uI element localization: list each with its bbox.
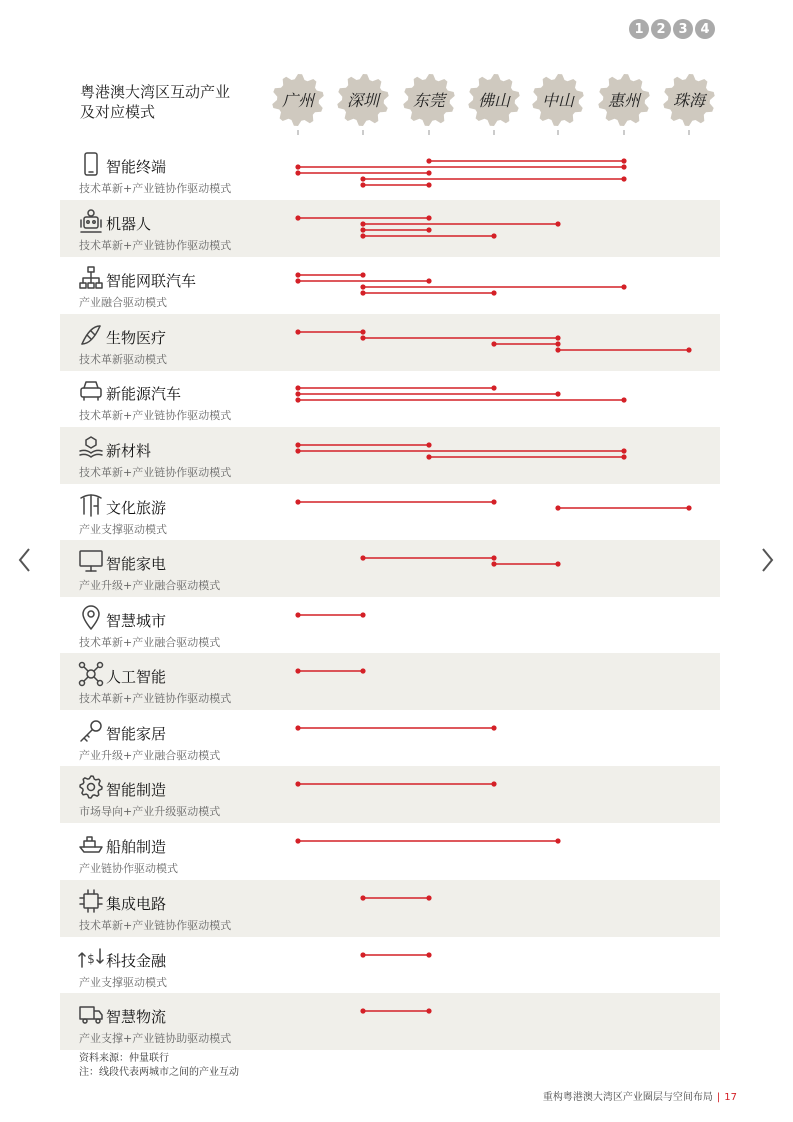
link-endpoint xyxy=(295,272,300,277)
link-endpoint xyxy=(491,385,496,390)
industry-mode: 技术革新+产业融合驱动模式 xyxy=(79,636,221,649)
link-endpoint xyxy=(555,341,560,346)
city-label-2: 东莞 xyxy=(412,91,446,110)
link-endpoint xyxy=(426,454,431,459)
industry-mode: 技术革新+产业链协作驱动模式 xyxy=(79,239,232,252)
footer-text: 重构粤港澳大湾区产业圈层与空间布局 xyxy=(542,1092,713,1103)
industry-name: 智慧城市 xyxy=(106,612,167,630)
link-endpoint xyxy=(491,781,496,786)
link-endpoint xyxy=(426,1008,431,1013)
link-endpoint xyxy=(295,448,300,453)
link-endpoint xyxy=(686,505,691,510)
link-endpoint xyxy=(426,227,431,232)
industry-mode: 产业链协作驱动模式 xyxy=(79,862,178,875)
industry-mode: 技术革新驱动模式 xyxy=(79,353,167,366)
link-endpoint xyxy=(555,505,560,510)
link-endpoint xyxy=(360,272,365,277)
link-endpoint xyxy=(686,347,691,352)
link-endpoint xyxy=(621,397,626,402)
industry-name: 新能源汽车 xyxy=(106,385,182,403)
link-endpoint xyxy=(295,164,300,169)
city-label-0: 广州 xyxy=(281,91,315,110)
footer-separator: | xyxy=(716,1092,721,1103)
link-endpoint xyxy=(621,454,626,459)
city-label-1: 深圳 xyxy=(346,91,380,110)
link-endpoint xyxy=(360,176,365,181)
page-dot-1[interactable]: 1 xyxy=(629,19,649,39)
link-endpoint xyxy=(426,952,431,957)
link-endpoint xyxy=(360,233,365,238)
industry-name: 人工智能 xyxy=(106,668,167,686)
industry-mode: 技术革新+产业链协作驱动模式 xyxy=(79,409,232,422)
industry-name: 智能终端 xyxy=(106,158,167,176)
link-endpoint xyxy=(426,278,431,283)
industry-mode: 市场导向+产业升级驱动模式 xyxy=(79,805,221,818)
link-endpoint xyxy=(621,448,626,453)
industry-name: 机器人 xyxy=(106,215,152,233)
link-endpoint xyxy=(360,221,365,226)
link-endpoint xyxy=(360,227,365,232)
industry-name: 智能制造 xyxy=(106,781,167,799)
link-endpoint xyxy=(426,895,431,900)
link-endpoint xyxy=(555,838,560,843)
source-note: 资料来源：仲量联行 xyxy=(79,1053,169,1064)
link-endpoint xyxy=(360,335,365,340)
link-endpoint xyxy=(426,442,431,447)
link-endpoint xyxy=(360,555,365,560)
title-line-1: 粤港澳大湾区互动产业 xyxy=(80,83,231,101)
svg-text:$: $ xyxy=(87,952,95,966)
industry-name: 科技金融 xyxy=(106,952,167,970)
industry-name: 智能家居 xyxy=(106,725,167,743)
link-endpoint xyxy=(491,233,496,238)
link-endpoint xyxy=(295,725,300,730)
link-endpoint xyxy=(295,612,300,617)
industry-mode: 产业支撑驱动模式 xyxy=(79,523,167,536)
link-endpoint xyxy=(360,952,365,957)
industry-name: 生物医疗 xyxy=(106,329,167,347)
link-endpoint xyxy=(555,221,560,226)
link-endpoint xyxy=(295,668,300,673)
link-endpoint xyxy=(295,170,300,175)
city-label-3: 佛山 xyxy=(477,91,511,110)
industry-name: 智能家电 xyxy=(106,555,167,573)
industry-mode: 产业融合驱动模式 xyxy=(79,296,167,309)
page-dot-4[interactable]: 4 xyxy=(695,19,715,39)
prev-page-arrow[interactable] xyxy=(14,545,34,575)
link-endpoint xyxy=(426,170,431,175)
link-endpoint xyxy=(295,838,300,843)
link-endpoint xyxy=(426,182,431,187)
link-endpoint xyxy=(295,499,300,504)
notes xyxy=(79,1052,239,1080)
link-endpoint xyxy=(555,335,560,340)
link-endpoint xyxy=(360,329,365,334)
link-endpoint xyxy=(295,215,300,220)
industry-mode: 技术革新+产业链协作驱动模式 xyxy=(79,692,232,705)
link-endpoint xyxy=(426,158,431,163)
industry-name: 文化旅游 xyxy=(106,499,167,517)
industry-mode: 技术革新+产业链协作驱动模式 xyxy=(79,182,232,195)
link-endpoint xyxy=(295,385,300,390)
link-endpoint xyxy=(426,215,431,220)
industry-name: 集成电路 xyxy=(106,895,167,913)
link-endpoint xyxy=(621,284,626,289)
industry-name: 船舶制造 xyxy=(106,838,167,856)
link-endpoint xyxy=(360,1008,365,1013)
link-endpoint xyxy=(621,158,626,163)
industry-name: 新材料 xyxy=(106,442,152,460)
title-line-2: 及对应模式 xyxy=(80,103,156,121)
page-dot-2[interactable]: 2 xyxy=(651,19,671,39)
link-endpoint xyxy=(491,555,496,560)
link-endpoint xyxy=(360,284,365,289)
link-endpoint xyxy=(295,329,300,334)
link-endpoint xyxy=(491,561,496,566)
link-endpoint xyxy=(360,290,365,295)
city-label-5: 惠州 xyxy=(607,91,641,110)
industry-name: 智能网联汽车 xyxy=(106,272,197,290)
next-page-arrow[interactable] xyxy=(758,545,778,575)
page-dot-3[interactable]: 3 xyxy=(673,19,693,39)
industry-mode: 技术革新+产业链协作驱动模式 xyxy=(79,466,232,479)
link-endpoint xyxy=(555,561,560,566)
link-endpoint xyxy=(295,442,300,447)
link-endpoint xyxy=(491,341,496,346)
industry-mode: 产业升级+产业融合驱动模式 xyxy=(79,749,221,762)
industry-mode: 产业升级+产业融合驱动模式 xyxy=(79,579,221,592)
link-endpoint xyxy=(295,397,300,402)
link-endpoint xyxy=(555,391,560,396)
link-endpoint xyxy=(621,176,626,181)
link-endpoint xyxy=(555,347,560,352)
page-number: 17 xyxy=(724,1092,737,1103)
industry-mode: 技术革新+产业链协作驱动模式 xyxy=(79,919,232,932)
industry-mode: 产业支撑+产业链协助驱动模式 xyxy=(79,1032,232,1045)
link-endpoint xyxy=(491,725,496,730)
link-endpoint xyxy=(360,612,365,617)
link-endpoint xyxy=(295,278,300,283)
city-label-6: 珠海 xyxy=(672,91,706,110)
footer xyxy=(420,1088,737,1103)
link-endpoint xyxy=(360,895,365,900)
city-label-4: 中山 xyxy=(541,91,575,110)
legend-note: 注：线段代表两城市之间的产业互动 xyxy=(79,1067,239,1078)
link-endpoint xyxy=(295,391,300,396)
industry-mode: 产业支撑驱动模式 xyxy=(79,976,167,989)
industry-name: 智慧物流 xyxy=(106,1008,167,1026)
link-endpoint xyxy=(360,668,365,673)
link-endpoint xyxy=(491,290,496,295)
link-endpoint xyxy=(621,164,626,169)
link-endpoint xyxy=(295,781,300,786)
link-endpoint xyxy=(491,499,496,504)
link-endpoint xyxy=(360,182,365,187)
